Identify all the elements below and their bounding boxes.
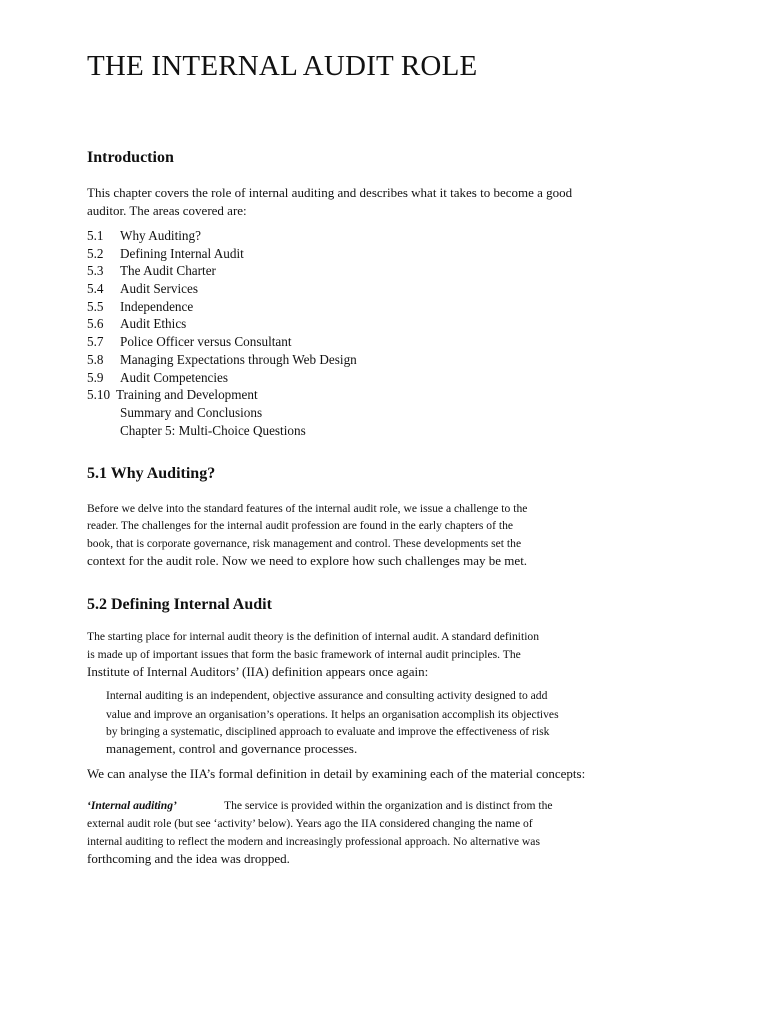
intro-heading: Introduction: [87, 149, 174, 166]
toc-item: [87, 245, 357, 263]
toc-number: 5.1: [87, 228, 104, 243]
section-5-2-text-line: is made up of important issues that form the basic framework of internal audit principles. The: [87, 648, 521, 661]
definition-quote-line: value and improve an organisation’s operations. It helps an organisation accomplish its objectives: [106, 708, 559, 721]
toc-number: 5.6: [87, 316, 104, 332]
term-text-line: external audit role (but see ‘activity’ below). Years ago the IIA considered changing the name of: [87, 817, 533, 830]
intro-text-line: auditor. The areas covered are:: [87, 203, 247, 218]
toc-number: 5.9: [87, 369, 104, 385]
toc-label: Audit Competencies: [120, 369, 229, 385]
section-5-1-text-line: book, that is corporate governance, risk management and control. These developments set the: [87, 537, 522, 550]
toc-label: Independence: [120, 298, 194, 314]
toc-number: 5.10: [87, 387, 111, 403]
section-5-2-text-line: The starting place for internal audit theory is the definition of internal audit. A standard definition: [87, 630, 540, 643]
toc-label: Managing Expectations through Web Design: [120, 351, 357, 367]
toc-label: Police Officer versus Consultant: [120, 334, 292, 350]
definition-quote-line: Internal auditing is an independent, objective assurance and consulting activity designed to add: [106, 689, 548, 702]
toc-item: [87, 262, 357, 280]
toc-item: [87, 404, 357, 422]
section-5-2-text-line: Institute of Internal Auditors’ (IIA) definition appears once again:: [87, 664, 429, 679]
toc-item: [87, 227, 357, 245]
toc-number: 5.7: [87, 334, 104, 350]
term-internal-auditing: ‘Internal auditing’: [87, 799, 177, 812]
toc-item: [87, 351, 357, 369]
section-5-1-heading: 5.1 Why Auditing?: [87, 465, 216, 482]
page-title: THE INTERNAL AUDIT ROLE: [87, 50, 478, 82]
toc-number: 5.3: [87, 263, 104, 279]
toc-label: Why Auditing?: [120, 228, 201, 243]
toc-label: Audit Ethics: [120, 316, 187, 332]
definition-quote-line: by bringing a systematic, disciplined approach to evaluate and improve the effectiveness of risk: [106, 725, 550, 738]
toc-number: 5.4: [87, 281, 104, 297]
toc-item: [87, 280, 357, 298]
toc-item: [87, 315, 357, 333]
intro-text-line: This chapter covers the role of internal auditing and describes what it takes to become a good: [87, 185, 573, 200]
toc-label: The Audit Charter: [120, 263, 216, 279]
toc-label: Audit Services: [120, 281, 199, 297]
section-5-1-text-line: reader. The challenges for the internal audit profession are found in the early chapters of the: [87, 519, 514, 532]
toc-label: Summary and Conclusions: [120, 404, 263, 420]
section-5-1-text-line: Before we delve into the standard features of the internal audit role, we issue a challenge to the: [87, 502, 528, 515]
toc-item: [87, 298, 357, 316]
toc-item: [87, 333, 357, 351]
toc-label: Defining Internal Audit: [120, 245, 244, 261]
term-text-line: The service is provided within the organization and is distinct from the: [224, 799, 553, 812]
term-text-line: forthcoming and the idea was dropped.: [87, 851, 290, 866]
toc-item: [87, 369, 357, 387]
toc-label: Training and Development: [116, 387, 258, 403]
toc-number: 5.2: [87, 245, 104, 261]
section-5-2-heading: 5.2 Defining Internal Audit: [87, 596, 272, 613]
section-5-1-text-line: context for the audit role. Now we need to explore how such challenges may be met.: [87, 553, 528, 568]
toc-label: Chapter 5: Multi-Choice Questions: [120, 422, 306, 438]
toc-number: 5.8: [87, 351, 104, 367]
toc-number: 5.5: [87, 298, 104, 314]
definition-quote-line: management, control and governance processes.: [106, 741, 358, 756]
toc-item: [87, 422, 357, 440]
term-text-line: internal auditing to reflect the modern and increasingly professional approach. No alternative was: [87, 835, 540, 848]
toc-item: [87, 386, 357, 404]
analyse-text: We can analyse the IIA’s formal definition in detail by examining each of the material concepts:: [87, 766, 586, 781]
table-of-contents: [87, 227, 357, 439]
